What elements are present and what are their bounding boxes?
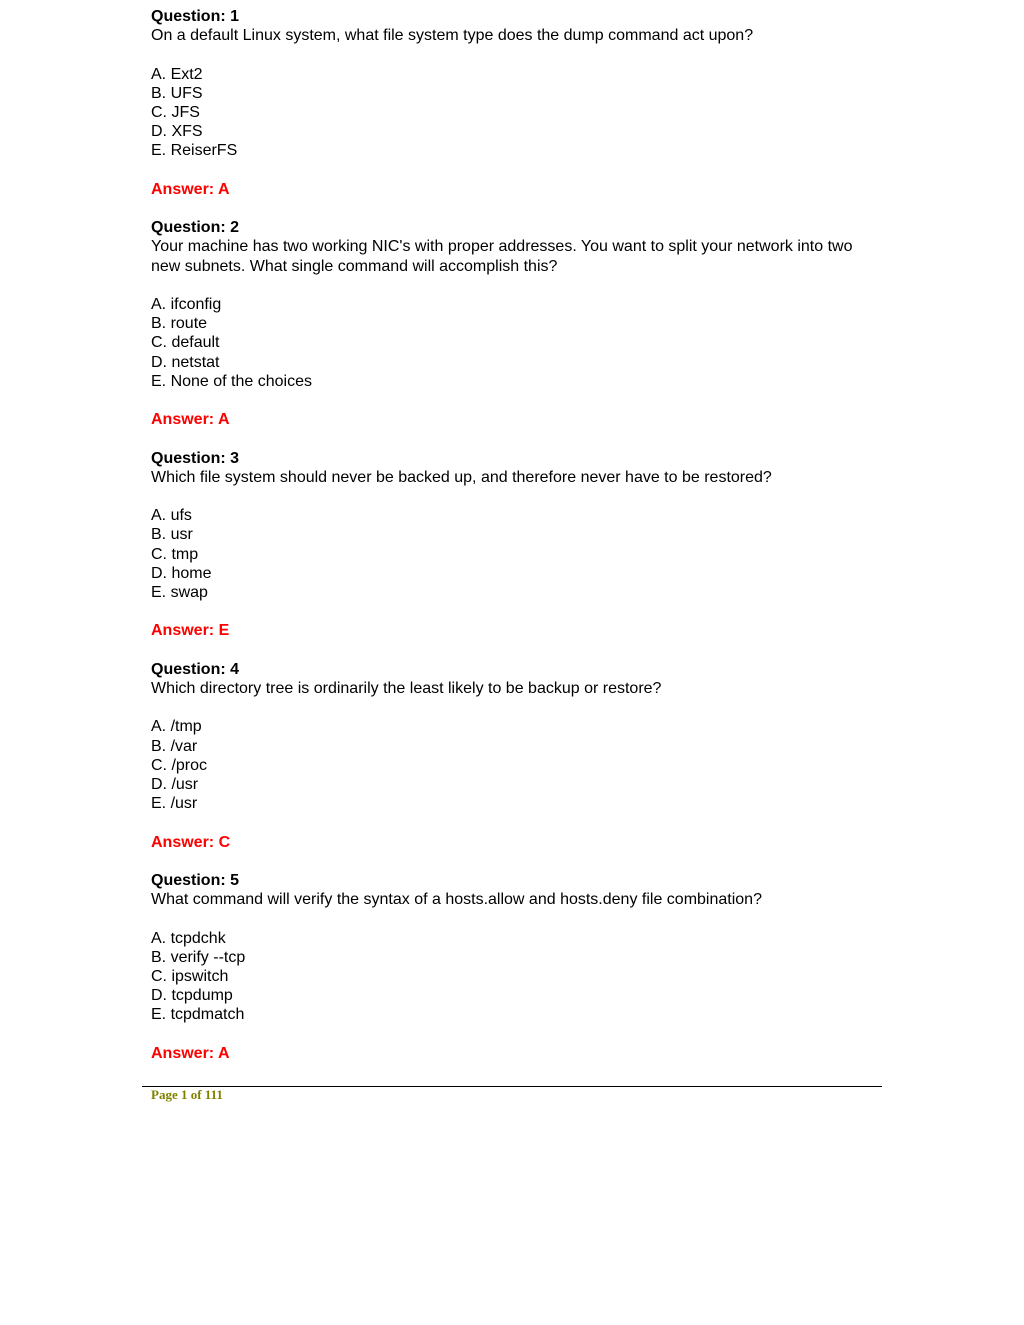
option: B. UFS	[151, 84, 203, 102]
option: E. /usr	[151, 795, 198, 813]
option: A. tcpdchk	[151, 929, 226, 947]
answer-text: Answer: E	[151, 622, 230, 640]
option: E. swap	[151, 583, 208, 601]
option-list	[151, 717, 881, 813]
question-title: Question: 4	[151, 660, 240, 678]
question-block	[151, 449, 881, 641]
option: B. /var	[151, 737, 198, 755]
question-title: Question: 2	[151, 219, 240, 237]
question-block	[151, 218, 881, 429]
option: D. /usr	[151, 775, 199, 793]
answer-text: Answer: C	[151, 833, 231, 851]
page-number: Page 1 of 111	[151, 1087, 223, 1102]
option: A. ufs	[151, 507, 192, 525]
question-title: Question: 1	[151, 8, 240, 25]
footer-divider	[142, 1086, 882, 1087]
option: C. default	[151, 334, 220, 352]
option: A. /tmp	[151, 718, 202, 736]
question-block	[151, 871, 881, 1063]
question-text: Which directory tree is ordinarily the least likely to be backup or restore?	[151, 679, 662, 697]
option: C. ipswitch	[151, 967, 229, 985]
option-list	[151, 65, 881, 161]
option: C. /proc	[151, 756, 208, 774]
option: D. tcpdump	[151, 987, 233, 1005]
question-title: Question: 5	[151, 871, 240, 889]
option: D. netstat	[151, 353, 220, 371]
question-text: Which file system should never be backed up, and therefore never have to be restored?	[151, 468, 772, 486]
option: B. verify --tcp	[151, 948, 246, 966]
question-list	[151, 7, 881, 1082]
option: D. home	[151, 564, 212, 582]
option: C. tmp	[151, 545, 199, 563]
option-list	[151, 506, 881, 602]
option: C. JFS	[151, 104, 200, 121]
option: A. Ext2	[151, 65, 203, 83]
question-text: On a default Linux system, what file system type does the dump command act upon?	[151, 27, 754, 45]
answer-text: Answer: A	[151, 411, 230, 429]
option: D. XFS	[151, 123, 203, 141]
option: B. usr	[151, 526, 193, 544]
option: E. None of the choices	[151, 372, 312, 390]
question-text: What command will verify the syntax of a hosts.allow and hosts.deny file combination?	[151, 891, 762, 909]
option-list	[151, 295, 881, 391]
option: B. route	[151, 315, 208, 333]
question-text: Your machine has two working NIC's with proper addresses. You want to split your network into two new subnets. What single command will accomplish this?	[151, 238, 853, 275]
answer-text: Answer: A	[151, 180, 230, 198]
option: E. ReiserFS	[151, 142, 238, 160]
question-title: Question: 3	[151, 449, 240, 467]
answer-text: Answer: A	[151, 1044, 230, 1062]
question-block	[151, 7, 881, 199]
option-list	[151, 929, 881, 1025]
option: E. tcpdmatch	[151, 1006, 245, 1024]
question-block	[151, 660, 881, 852]
option: A. ifconfig	[151, 295, 222, 313]
